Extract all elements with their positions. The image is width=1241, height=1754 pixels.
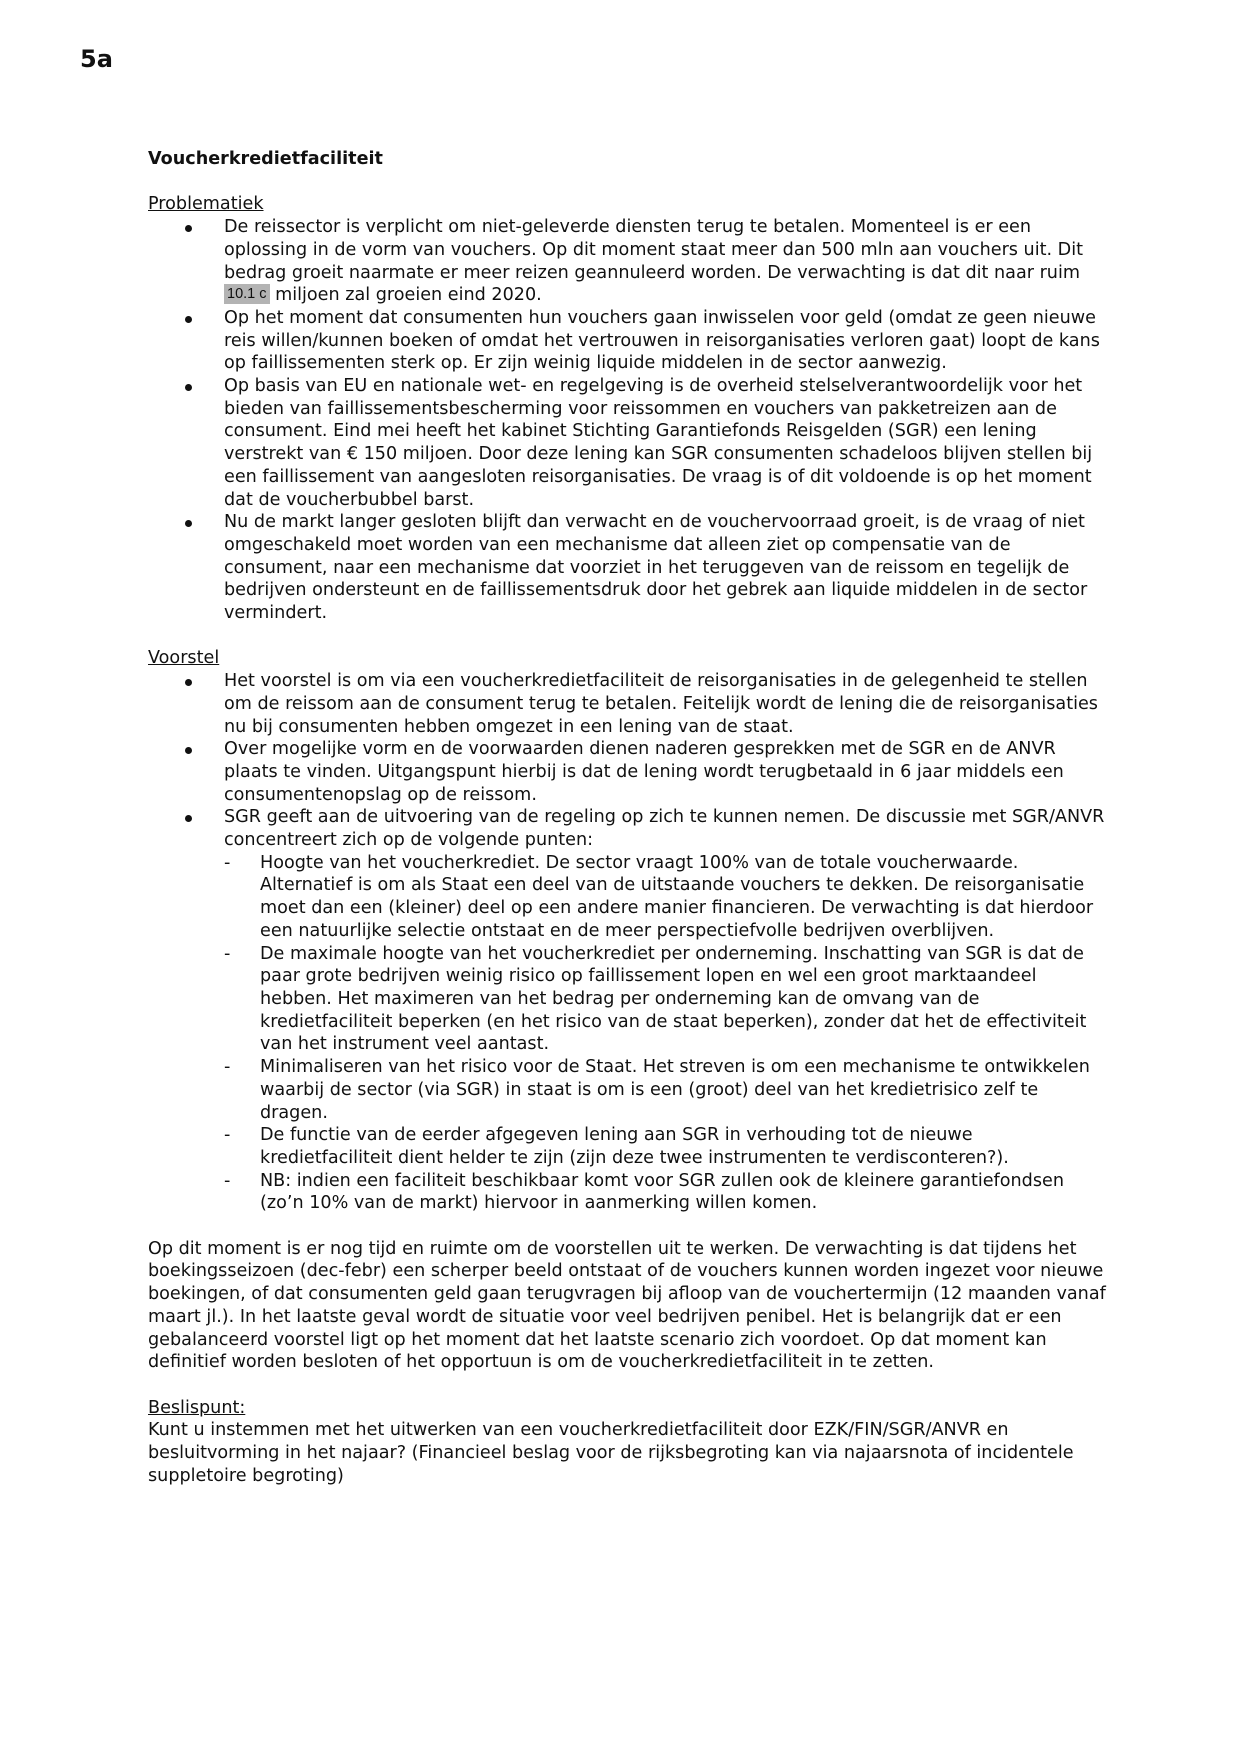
bullet-icon [185,815,192,822]
problematiek-heading: Problematiek [148,194,264,215]
bullet-icon [185,384,192,391]
beslispunt-text: Kunt u instemmen met het uitwerken van een voucherkredietfaciliteit door EZK/FIN/SGR/ANVR en besluitvorming in het najaar? (Financieel beslag voor de rijksbegroting kan via najaarsnota of incidentele suppletoire begroting) [148,1420,1074,1486]
list-item [148,738,1108,806]
spacer [148,625,1108,648]
spacer [148,1374,1108,1397]
beslispunt-heading: Beslispunt: [148,1397,246,1418]
dash-icon: - [224,943,231,964]
sub-list-item [224,1124,1108,1169]
list-item [148,216,1108,307]
list-item [148,511,1108,625]
bullet-text: miljoen zal groeien eind 2020. [275,285,542,306]
list-item [148,307,1108,375]
dash-icon: - [224,852,231,873]
bullet-text: SGR geeft aan de uitvoering van de regeling op zich te kunnen nemen. De discussie met SGR/ANVR concentreert zich op de volgende punten: [224,807,1105,851]
bullet-icon [185,225,192,232]
bullet-text: Op het moment dat consumenten hun vouchers gaan inwisselen voor geld (omdat ze geen nieuwe reis willen/kunnen boeken of omdat het vertrouwen in reisorganisaties verloren gaat) loopt de kans op faillissementen sterk op. Er zijn weinig liquide middelen in de sector aanwezig. [224,307,1100,374]
redaction-marker: 10.1 c [224,284,270,304]
bullet-icon [185,679,192,686]
voorstel-heading: Voorstel [148,648,220,669]
list-item [148,375,1108,511]
page-label: 5a [80,45,113,73]
voorstel-list [148,670,1108,1215]
sub-point-text: De maximale hoogte van het voucherkrediet per onderneming. Inschatting van SGR is dat de paar grote bedrijven weinig risico op faillissement lopen en wel een groot marktaandeel hebben. Het maximeren van het bedrag per onderneming kan de omvang van de kredietfaciliteit beperken (en het risico van de staat beperken), zonder dat het de effectiviteit van het instrument veel aantast. [260,943,1087,1055]
bullet-text: Op basis van EU en nationale wet- en regelgeving is de overheid stelselverantwoordelijk voor het bieden van faillissementsbescherming voor reissommen en vouchers van pakketreizen aan de consument. Eind mei heeft het kabinet Stichting Garantiefonds Reisgelden (SGR) een lening verstrekt van € 150 miljoen. Door deze lening kan SGR consumenten schadeloos blijven stellen bij een faillissement van aangesloten reisorganisaties. De vraag is of dit voldoende is op het moment dat de voucherbubbel barst. [224,376,1093,510]
sub-point-text: NB: indien een faciliteit beschikbaar komt voor SGR zullen ook de kleinere garantiefondsen (zo’n 10% van de markt) hiervoor in aanmerking willen komen. [260,1170,1064,1214]
closing-paragraph: Op dit moment is er nog tijd en ruimte om de voorstellen uit te werken. De verwachting is dat tijdens het boekingsseizoen (dec-febr) een scherper beeld ontstaat of de vouchers kunnen worden ingezet voor nieuwe boekingen, of dat consumenten geld gaan terugvragen bij afloop van de vouchertermijn (12 maanden vanaf maart jl.). In het laatste geval wordt de situatie voor veel bedrijven penibel. Het is belangrijk dat er een gebalanceerd voorstel ligt op het moment dat het laatste scenario zich voordoet. Op dat moment kan definitief worden besloten of het opportuun is om de voucherkredietfaciliteit in te zetten. [148,1238,1106,1373]
dash-icon: - [224,1170,231,1191]
sub-list-item [224,1170,1108,1215]
bullet-text: Over mogelijke vorm en de voorwaarden dienen naderen gesprekken met de SGR en de ANVR plaats te vinden. Uitgangspunt hierbij is dat de lening wordt terugbetaald in 6 jaar middels een consumentenopslag op de reissom. [224,739,1064,805]
document-body [148,148,1108,1487]
bullet-icon [185,316,192,323]
bullet-text: De reissector is verplicht om niet-geleverde diensten terug te betalen. Momenteel is er een oplossing in de vorm van vouchers. Op dit moment staat meer dan 500 mln aan vouchers uit. Dit bedrag groeit naarmate er meer reizen geannuleerd worden. De verwachting is dat dit naar ruim [224,217,1084,283]
bullet-icon [185,747,192,754]
bullet-text: Nu de markt langer gesloten blijft dan verwacht en de vouchervoorraad groeit, is de vraag of niet omgeschakeld moet worden van een mechanisme dat alleen ziet op compensatie van de consument, naar een mechanisme dat voorziet in het teruggeven van de reissom en tegelijk de bedrijven ondersteunt en de faillissementsdruk door het gebrek aan liquide middelen in de sector vermindert. [224,512,1088,624]
dash-icon: - [224,1125,231,1146]
bullet-text: Het voorstel is om via een voucherkredietfaciliteit de reisorganisaties in de gelegenheid te stellen om de reissom aan de consument terug te betalen. Feitelijk wordt de lening die de reisorganisaties nu bij consumenten hebben omgezet in een lening van de staat. [224,671,1098,737]
dash-icon: - [224,1057,231,1078]
bullet-icon [185,520,192,527]
sub-point-text: Minimaliseren van het risico voor de Staat. Het streven is om een mechanisme te ontwikkelen waarbij de sector (via SGR) in staat is om is een (groot) deel van het kredietrisico zelf te dragen. [260,1057,1090,1123]
problematiek-list [148,216,1108,625]
sub-point-text: Hoogte van het voucherkrediet. De sector vraagt 100% van de totale voucherwaarde. Alternatief is om als Staat een deel van de uitstaande vouchers te dekken. De reisorganisatie moet dan een (kleiner) deel op een andere manier financieren. De verwachting is dat hierdoor een natuurlijke selectie ontstaat en de meer perspectiefvolle bedrijven overblijven. [260,852,1094,941]
document-title: Voucherkredietfaciliteit [148,149,383,169]
sub-list-item [224,1056,1108,1124]
list-item [148,806,1108,1215]
sub-point-text: De functie van de eerder afgegeven lening aan SGR in verhouding tot de nieuwe kredietfaciliteit dient helder te zijn (zijn deze twee instrumenten te verdisconteren?). [260,1125,1009,1168]
sub-list-item [224,852,1108,943]
sub-list-item [224,943,1108,1057]
spacer [148,1215,1108,1238]
list-item [148,670,1108,738]
discussion-points-list [224,852,1108,1215]
